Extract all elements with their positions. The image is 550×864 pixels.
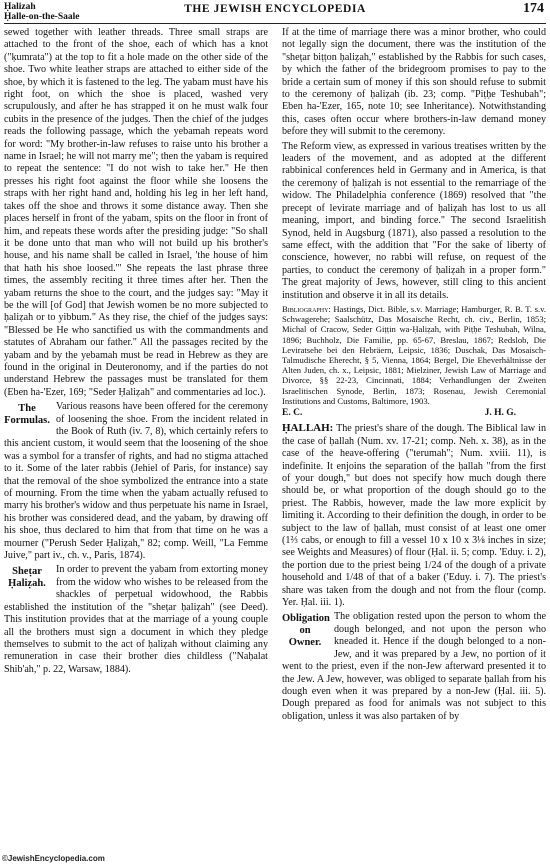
paragraph: sewed together with leather threads. Three small straps are attached to the front of the shoe, each of which has a knot ("ḳumrata") at the top to fit a hole made on the other side of the shoe. Two white leather straps are attached to either side of the shoe, by which it is fastened to the leg. The yabam must have his right foot, on which the shoe is placed, washed very scrupulously, and after he has strapped it on he must walk four cubits in the presence of the judges. Then the chief of the judges reads the following passage, which the yebamah repeats word for word: "My brother-in-law refuses to raise unto his brother a name in Israel; he will not marry me"; then the yabam is required to repeat the sentence: "I do not wish to take her." He then presses his right foot against the floor while she loosens the straps with her right hand and, holding his leg in her left hand, takes off the shoe and throws it some distance away. Then she places herself in front of the yabam, spits on the floor in front of him, and repeats these words after the presiding judge: "So shall it be done unto that man who will not build up his brother's house, and his name shall be called in Israel, 'the house of him that hath his shoe loosed.'" She repeats the last phrase three times, the assembly reciting it three times after her. Then the yabam returns the shoe to the court, and the judges say: "May it be the will [of God] that Jewish women be no more subjected to ḥaliẓah or to yibbum." As they rise, the chief of the judges says: "Blessed be He who sanctified us with the commandments and statutes of Abraham our father." All the passages recited by the yabam and by the yebamah must be read in Hebrew as they are found in the original in Deuteronomy, and if the parties do not understand Hebrew the passages must be translated for them (Eben ha-'Ezer, 169; "Seder Ḥaliẓah" and commentaries ad loc.). [4, 27, 268, 398]
paragraph: The obligation rested upon the person to whom the dough belonged, and not upon the person who kneaded it. Hence if the dough belonged to a non-Jew, and it was prepared by a Jew, no portion of it went to the priest, even if the non-Jew afterward presented it to the Jew. A Jew, however, was obliged to separate ḥallah from his dough even when it was prepared by a non-Jew (Ḥal. iii. 5). Dough prepared as food for animals was not subject to this obligation, unless it was also partaken of by [282, 611, 546, 722]
entry-text: The priest's share of the dough. The Biblical law in the case of ḥallah (Num. xv. 17-21; comp. Neh. x. 38), as in the case of the heave-offering ("terumah"; Num. xviii. 11), is indefinite. It enjoins the separation of the ḥallah "from the first of your dough," but does not specify how much dough there should be, or what proportion of the dough should go to the priest. The Rabbis, however, made the law more explicit by limiting it. According to their definition the dough, in order to be subject to the law of ḥallah, must consist of at least one omer (1⅔ cabs, or enough to fill a vessel 10 x 10 x 3⅛ inches in size; see Weights and Measures) of flour (Ḥal. ii. 5; comp. 'Eduy. i. 2), the portion due to the priest being 1/24 of the dough of a private household and 1/48 of that of a baker ('Eduy. i. 7). The priest's share was taken from the dough and not from the flour (comp. Yer. Ḥal. iii. 1). [282, 423, 546, 609]
page-number: 174 [523, 1, 544, 16]
running-head-left-line2: Ḥalle-on-the-Saale [4, 12, 80, 22]
marginal-heading-obligation: Obligation on Owner. [282, 613, 330, 649]
marginal-heading-formulas: The Formulas. [4, 403, 50, 427]
paragraph: Various reasons have been offered for the ceremony of loosening the shoe. From the incident related in the Book of Ruth (iv. 7, 8), which certainly refers to this ancient custom, it would seem that the loosening of the shoe was a symbol for a transfer of rights, and had no stigma attached to it. Some of the later rabbis (Jehiel of Paris, for instance) say that the removal of the shoe symbolized the entrance into a state of mourning. From the time when the yabam actually refused to marry his brother's widow and thus perpetuate his name in Israel, his brother was considered dead, and the yabam, by drawing off his shoe, thus declared to him that from that time on he was a mourner ("Perush Seder Ḥaliẓah," 82; comp. Weill, "La Femme Juive," part iv., ch. v., Paris, 1874). [4, 401, 268, 562]
running-head-left-line1: Ḥalizah [4, 2, 36, 12]
bibliography [282, 304, 546, 406]
bibliography-label: Bibliography: [282, 303, 331, 314]
entry-title: ḤALLAH: [282, 422, 334, 435]
paragraph: The Reform view, as expressed in various treatises written by the leaders of the movement, and as adopted at the different rabbinical conferences held in Germany and in America, is that the ceremony of ḥaliẓah is not essential to the remarriage of the widow. The Philadelphia conference (1869) resolved that "the precept of levirate marriage and of ḥaliẓah has lost to us all meaning, import, and binding force." The second Israelitish Synod, held in Augsburg (1871), also passed a resolution to the same effect, with the addition that "For the sake of liberty of conscience, however, no rabbi will refuse, on request of the parties, to conduct the ceremony of ḥaliẓah in a proper form." The great majority of Jews, however, still cling to this ancient institution and observe it in all its details. [282, 140, 546, 301]
right-column [282, 27, 546, 725]
header-rule [4, 23, 546, 24]
paragraph: In order to prevent the yabam from extorting money from the widow who wishes to be released from the shackles of perpetual widowhood, the Rabbis established the institution of the "sheṭar ḥaliẓah" (see Deed). This institution provides that at the marriage of a young couple all the brothers must sign a document in which they pledge themselves to submit to the act of ḥaliẓah without claiming any remuneration in case their brother dies childless ("Naḥalat Shib'ah," p. 22, Warsaw, 1884). [4, 564, 268, 675]
signature-left: E. C. [282, 407, 303, 418]
paragraph: If at the time of marriage there was a minor brother, who could not legally sign the document, there was the institution of the "sheṭar biṭṭon ḥaliẓah," established by the Rabbis for such cases, by which the father of the bridegroom promises to pay to the bride a certain sum of money if this son should refuse to submit to the ceremony of ḥaliẓah (ib. 23; comp. "Piṭḥe Teshubah"; Eben ha-'Ezer, 165, note 10; see Inheritance). Notwithstanding this, cases often occur where brothers-in-law demand money before they will submit to the ceremony. [282, 27, 546, 138]
bibliography-text: Hastings, Dict. Bible, s.v. Marriage; Hamburger, R. B. T. s.v. Schwagerehe; Saalschütz, Das Mosaische Recht, ch. civ., Berlin, 1853; Michal of Cracow, Seder Giṭṭin wa-Ḥaliẓah, with Piṭḥe Teshubah, Wilna, 1896; Buchholz, Die Familie, pp. 65-67, Breslau, 1867; Redslob, Die Leviratsehe bei den Hebräern, Leipsic, 1836; Duschak, Das Mosaisch-Talmudische Eherecht, § 5, Vienna, 1864; Bergel, Die Eheverhältnisse der Alten Juden, ch. x., Leipsic, 1881; Mielziner, Jewish Law of Marriage and Divorce, §§ 22-23, Cincinnati, 1884; Verhandlungen der Zweiten Israelitischen Synode, Berlin, 1873; Rosenau, Jewish Ceremonial Institutions and Customs, Baltimore, 1903. [282, 303, 546, 406]
site-watermark: ©JewishEncyclopedia.com [2, 854, 105, 863]
entry-paragraph [282, 422, 546, 609]
marginal-heading-shetar: Sheṭar Ḥaliẓah. [8, 566, 46, 590]
left-column [4, 27, 268, 678]
author-signature [282, 407, 546, 419]
signature-right: J. H. G. [484, 407, 516, 418]
running-title: THE JEWISH ENCYCLOPEDIA [184, 3, 366, 15]
